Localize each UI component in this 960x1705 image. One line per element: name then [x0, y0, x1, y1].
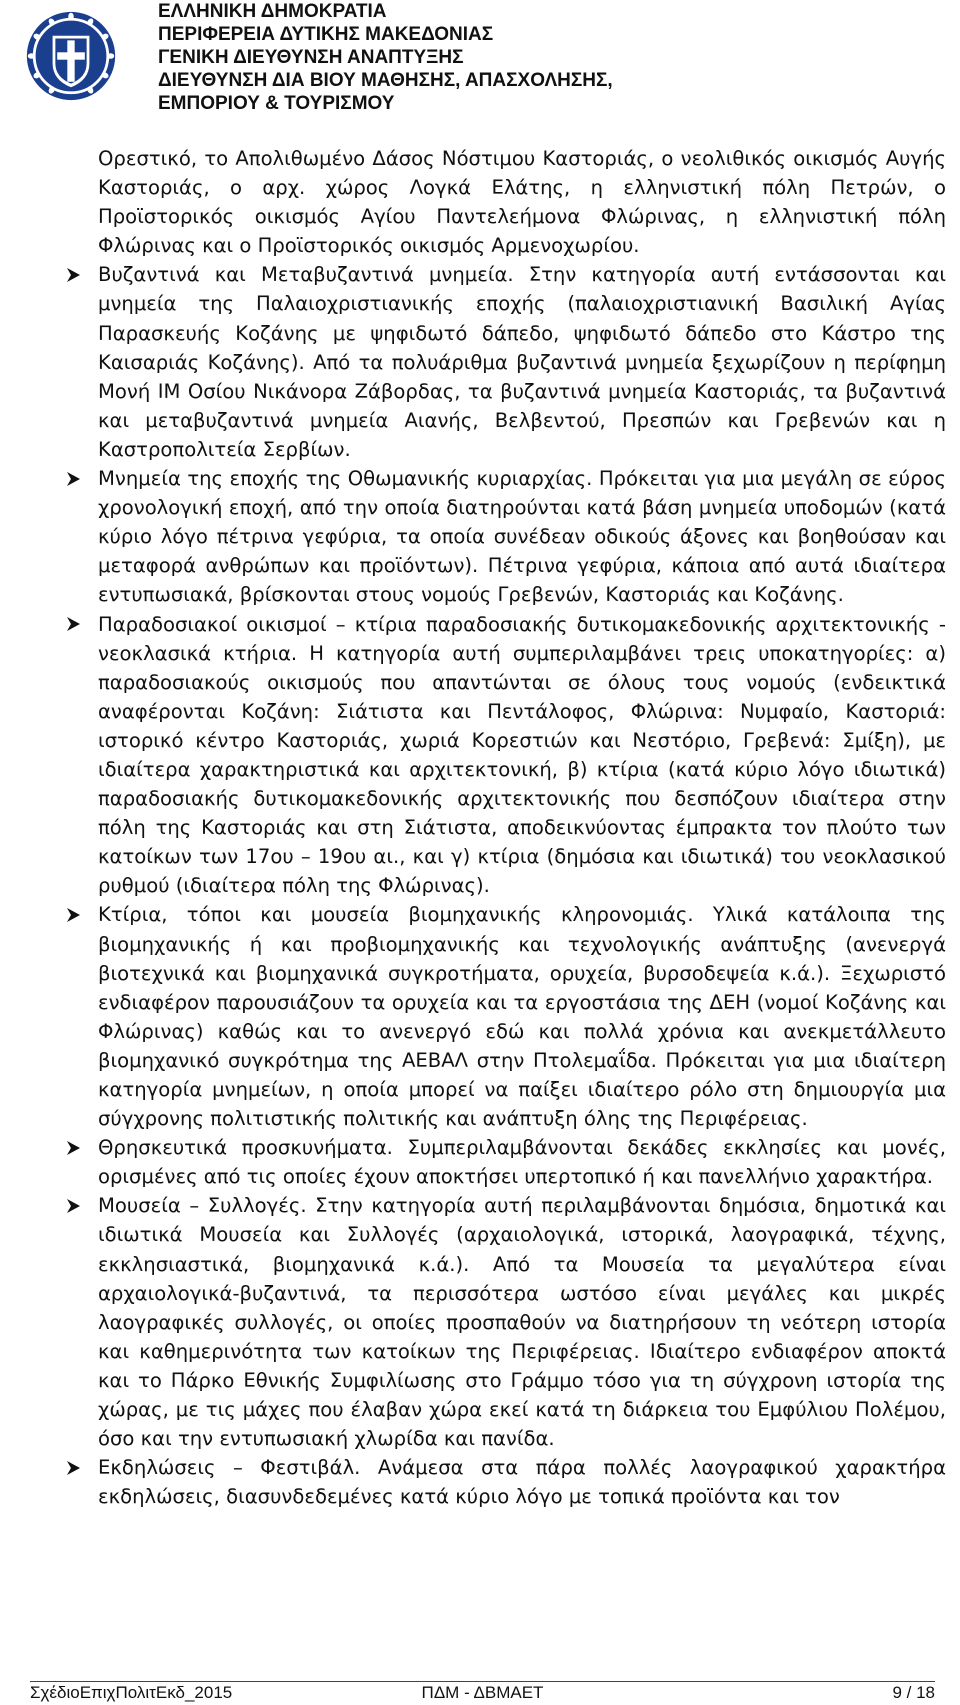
page-number: 9 / 18 — [892, 1683, 935, 1702]
footer-organization: ΠΔΜ - ΔΒΜΑΕΤ — [421, 1683, 544, 1702]
list-item — [98, 1133, 946, 1191]
list-item — [98, 260, 946, 464]
arrowhead-bullet-icon — [63, 464, 83, 493]
page-footer — [30, 1681, 935, 1704]
greek-emblem-icon — [25, 10, 117, 102]
list-item — [98, 1453, 946, 1511]
header-line: ΓΕΝΙΚΗ ΔΙΕΥΘΥΝΣΗ ΑΝΑΠΤΥΞΗΣ — [158, 47, 464, 68]
list-item — [98, 1191, 946, 1453]
list-item-text: Κτίρια, τόποι και μουσεία βιομηχανικής κληρονομιάς. Υλικά κατάλοιπα της βιομηχανικής ή και προβιομηχανικής και τεχνολογικής ανάπτυξης (ανενεργά βιοτεχνικά και βιομηχανικά συγκροτήματα, ορυχεία, βυρσοδεψεία κ.ά.). Ξεχωριστό ενδιαφέρον παρουσιάζουν τα ορυχεία και τα εργοστάσια της ΔΕΗ (νομοί Κοζάνης και Φλώρινας) καθώς και το ανενεργό εδώ και πολλά χρόνια και ανεκμετάλλευτο βιομηχανικό συγκρότημα της ΑΕΒΑΛ στην Πτολεμαΐδα. Πρόκειται για μια ιδιαίτερη κατηγορία μνημείων, η οποία μπορεί να παίξει ιδιαίτερο ρόλο στη δημιουργία μια σύγχρονης πολιτιστικής πολιτικής και ανάπτυξη όλης της Περιφέρειας. — [98, 903, 946, 1131]
arrowhead-bullet-icon — [63, 1191, 83, 1220]
header-line: ΠΕΡΙΦΕΡΕΙΑ ΔΥΤΙΚΗΣ ΜΑΚΕΔΟΝΙΑΣ — [158, 24, 494, 45]
footer-document-name: ΣχέδιοΕπιχΠολιτΕκδ_2015 — [30, 1683, 233, 1702]
arrowhead-bullet-icon — [63, 900, 83, 929]
arrowhead-bullet-icon — [63, 1453, 83, 1482]
list-item-text: Βυζαντινά και Μεταβυζαντινά μνημεία. Στην κατηγορία αυτή εντάσσονται και μνημεία της Παλαιοχριστιανικής εποχής (παλαιοχριστιανική Βασιλική Αγίας Παρασκευής Κοζάνης με ψηφιδωτό δάπεδο, ψηφιδωτό δάπεδο στο Κάστρο της Καισαριάς Κοζάνης). Από τα πολυάριθμα βυζαντινά μνημεία ξεχωρίζουν η περίφημη Μονή ΙΜ Οσίου Νικάνορα Ζάβορδας, τα βυζαντινά μνημεία Καστοριάς, τα βυζαντινά και μεταβυζαντινά μνημεία Αιανής, Βελβεντού, Πρεσπών και Γρεβενών και η Καστροπολιτεία Σερβίων. — [98, 263, 946, 461]
list-item-text: Θρησκευτικά προσκυνήματα. Συμπεριλαμβάνονται δεκάδες εκκλησίες και μονές, ορισμένες από τις οποίες έχουν αποκτήσει υπερτοπικό ή και πανελλήνιο χαρακτήρα. — [98, 1136, 946, 1189]
letterhead — [0, 0, 960, 118]
list-item — [98, 464, 946, 609]
document-body — [98, 144, 946, 1511]
list-item-text: Μνημεία της εποχής της Οθωμανικής κυριαρχίας. Πρόκειται για μια μεγάλη σε εύρος χρονολογική εποχή, από την οποία διατηρούνται κατά βάση μνημεία υποδομών (κατά κύριο λόγο πέτρινα γεφύρια, τα οποία συνέδεαν οδικούς άξονες και βοηθούσαν και μεταφορά ανθρώπων και προϊόντων). Πέτρινα γεφύρια, κάποια από αυτά ιδιαίτερα εντυπωσιακά, βρίσκονται στους νομούς Γρεβενών, Καστοριάς και Κοζάνης. — [98, 467, 946, 607]
arrowhead-bullet-icon — [63, 610, 83, 639]
list-item — [98, 610, 946, 901]
header-text — [158, 0, 613, 115]
header-line: ΕΛΛΗΝΙΚΗ ΔΗΜΟΚΡΑΤΙΑ — [158, 1, 387, 22]
bullet-list — [98, 260, 946, 1511]
list-item-text: Μουσεία – Συλλογές. Στην κατηγορία αυτή περιλαμβάνονται δημόσια, δημοτικά και ιδιωτικά Μουσεία και Συλλογές (αρχαιολογικά, ιστορικά, λαογραφικά, τέχνης, εκκλησιαστικά, βιομηχανικά κ.ά.). Από τα Μουσεία τα μεγαλύτερα είναι αρχαιολογικά-βυζαντινά, τα περισσότερα ωστόσο είναι μεγάλες και μικρές λαογραφικές συλλογές, οι οποίες προσπαθούν να διατηρήσουν τη νεότερη ιστορία και καθημερινότητα των κατοίκων της Περιφέρειας. Ιδιαίτερο ενδιαφέρον αποκτά και το Πάρκο Εθνικής Συμφιλίωσης στο Γράμμο τόσο για τη σύγχρονη ιστορία της χώρας, με τις μάχες που έλαβαν χώρα εκεί κατά τη διάρκεια του Εμφύλιου Πολέμου, όσο και την εντυπωσιακή χλωρίδα και πανίδα. — [98, 1194, 946, 1451]
header-line: ΕΜΠΟΡΙΟΥ & ΤΟΥΡΙΣΜΟΥ — [158, 93, 395, 114]
list-item — [98, 900, 946, 1133]
arrowhead-bullet-icon — [63, 260, 83, 289]
intro-paragraph: Ορεστικό, το Απολιθωμένο Δάσος Νόστιμου Καστοριάς, ο νεολιθικός οικισμός Αυγής Καστοριάς, ο αρχ. χώρος Λογκά Ελάτης, η ελληνιστική πόλη Πετρών, ο Προϊστορικός οικισμός Αγίου Παντελεήμονα Φλώρινας, η ελληνιστική πόλη Φλώρινας και ο Προϊστορικός οικισμός Αρμενοχωρίου. — [98, 147, 946, 258]
header-line: ΔΙΕΥΘΥΝΣΗ ΔΙΑ ΒΙΟΥ ΜΑΘΗΣΗΣ, ΑΠΑΣΧΟΛΗΣΗΣ, — [158, 70, 613, 91]
list-item-text: Παραδοσιακοί οικισμοί – κτίρια παραδοσιακής δυτικομακεδονικής αρχιτεκτονικής - νεοκλασικά κτήρια. Η κατηγορία αυτή συμπεριλαμβάνει τρεις υποκατηγορίες: α) παραδοσιακούς οικισμούς που απαντώνται σε όλους τους νομούς (ενδεικτικά αναφέρονται Κοζάνη: Σιάτιστα και Πεντάλοφος, Φλώρινα: Νυμφαίο, Καστοριά: ιστορικό κέντρο Καστοριάς, χωριά Κορεστιών και Νεστόριο, Γρεβενά: Σμίξη), με ιδιαίτερα χαρακτηριστικά και αρχιτεκτονική, β) κτίρια (κατά κύριο λόγο ιδιωτικά) παραδοσιακής δυτικομακεδονικής αρχιτεκτονικής που δεσπόζουν ιδιαίτερα στην πόλη της Καστοριάς και στη Σιάτιστα, αποδεικνύοντας έμπρακτα τον πλούτο των κατοίκων των 17ου – 19ου αι., και γ) κτίρια (δημόσια και ιδιωτικά) του νεοκλασικού ρυθμού (ιδιαίτερα πόλη της Φλώρινας). — [98, 612, 946, 898]
list-item-text: Εκδηλώσεις – Φεστιβάλ. Ανάμεσα στα πάρα πολλές λαογραφικού χαρακτήρα εκδηλώσεις, διασυνδεδεμένες κατά κύριο λόγο με τοπικά προϊόντα και τον — [98, 1456, 946, 1509]
arrowhead-bullet-icon — [63, 1133, 83, 1162]
